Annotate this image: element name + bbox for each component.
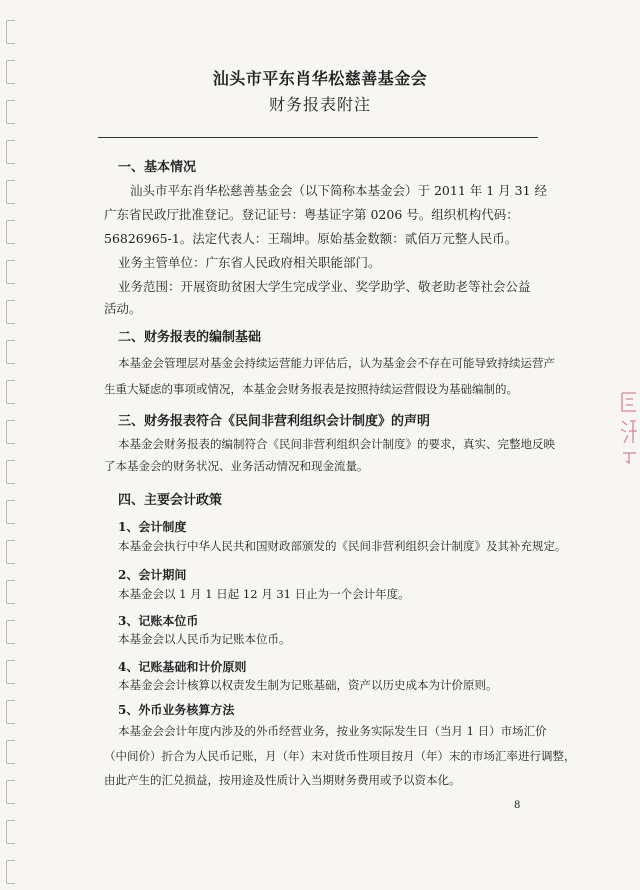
paragraph-line: 业务范围：开展资助贫困大学生完成学业、奖学助学、敬老助老等社会公益 bbox=[118, 279, 531, 294]
section-heading: 一、基本情况 bbox=[118, 160, 197, 175]
binding-hole-icon bbox=[6, 660, 15, 684]
document-title: 汕头市平东肖华松慈善基金会 bbox=[212, 69, 428, 88]
paragraph-line: 由此产生的汇兑损益，按用途及性质计入当期财务费用或予以资本化。 bbox=[104, 773, 461, 787]
section-heading: 三、财务报表符合《民间非营利组织会计制度》的声明 bbox=[118, 414, 431, 429]
page-number: 8 bbox=[514, 800, 521, 811]
binding-hole-icon bbox=[6, 860, 15, 884]
paragraph-line: 汕头市平东肖华松慈善基金会（以下简称本基金会）于 2011 年 1 月 31 经 bbox=[130, 183, 548, 198]
paragraph-line: 本基金会执行中华人民共和国财政部颁发的《民间非营利组织会计制度》及其补充规定。 bbox=[118, 539, 567, 553]
binding-hole-icon bbox=[6, 420, 15, 444]
section-heading: 二、财务报表的编制基础 bbox=[118, 330, 262, 345]
paragraph-line: 业务主管单位：广东省人民政府相关职能部门。 bbox=[118, 255, 381, 270]
binding-hole-icon bbox=[6, 740, 15, 764]
paragraph-line: 本基金会以 1 月 1 日起 12 月 31 日止为一个会计年度。 bbox=[118, 587, 410, 601]
document-subtitle: 财务报表附注 bbox=[268, 95, 371, 114]
seal-stamp-icon bbox=[616, 385, 640, 465]
paragraph-line: 生重大疑虑的事项或情况，本基金会财务报表是按照持续运营假设为基础编制的。 bbox=[104, 382, 518, 396]
paragraph-line: （中间价）折合为人民币记账，月（年）末对货币性项目按月（年）末的市场汇率进行调整， bbox=[104, 749, 576, 763]
binding-hole-icon bbox=[6, 20, 15, 44]
binding-hole-icon bbox=[6, 340, 15, 364]
binding-hole-icon bbox=[6, 300, 15, 324]
paragraph-line: 本基金会会计核算以权责发生制为记账基础，资产以历史成本为计价原则。 bbox=[118, 678, 498, 692]
binding-hole-icon bbox=[6, 380, 15, 404]
binding-hole-icon bbox=[6, 540, 15, 564]
binding-holes bbox=[6, 0, 20, 890]
binding-hole-icon bbox=[6, 820, 15, 844]
paragraph-line: 了本基金会的财务状况、业务活动情况和现金流量。 bbox=[104, 459, 369, 473]
subsection-heading: 2、会计期间 bbox=[118, 568, 187, 582]
paragraph-line: 本基金会管理层对基金会持续运营能力评估后，认为基金会不存在可能导致持续运营产 bbox=[118, 356, 555, 370]
paragraph-line: 广东省民政厅批准登记。登记证号：粤基证字第 0206 号。组织机构代码： bbox=[104, 207, 519, 222]
binding-hole-icon bbox=[6, 620, 15, 644]
section-heading: 四、主要会计政策 bbox=[118, 493, 223, 508]
binding-hole-icon bbox=[6, 580, 15, 604]
paragraph-line: 本基金会财务报表的编制符合《民间非营利组织会计制度》的要求，真实、完整地反映 bbox=[118, 437, 555, 451]
binding-hole-icon bbox=[6, 500, 15, 524]
header-divider bbox=[98, 137, 538, 138]
subsection-heading: 5、外币业务核算方法 bbox=[118, 703, 235, 717]
binding-hole-icon bbox=[6, 460, 15, 484]
binding-hole-icon bbox=[6, 180, 15, 204]
binding-hole-icon bbox=[6, 700, 15, 724]
binding-hole-icon bbox=[6, 140, 15, 164]
binding-hole-icon bbox=[6, 780, 15, 804]
paragraph-line: 56826965-1。法定代表人：王瑞坤。原始基金数额：贰佰万元整人民币。 bbox=[104, 231, 518, 246]
paragraph-line: 活动。 bbox=[104, 301, 142, 316]
binding-hole-icon bbox=[6, 220, 15, 244]
subsection-heading: 3、记账本位币 bbox=[118, 614, 199, 628]
paragraph-line: 本基金会以人民币为记账本位币。 bbox=[118, 632, 291, 646]
subsection-heading: 4、记账基础和计价原则 bbox=[118, 660, 247, 674]
paragraph-line: 本基金会会计年度内涉及的外币经营业务，按业务实际发生日（当月 1 日）市场汇价 bbox=[118, 724, 547, 738]
subsection-heading: 1、会计制度 bbox=[118, 520, 187, 534]
binding-hole-icon bbox=[6, 260, 15, 284]
